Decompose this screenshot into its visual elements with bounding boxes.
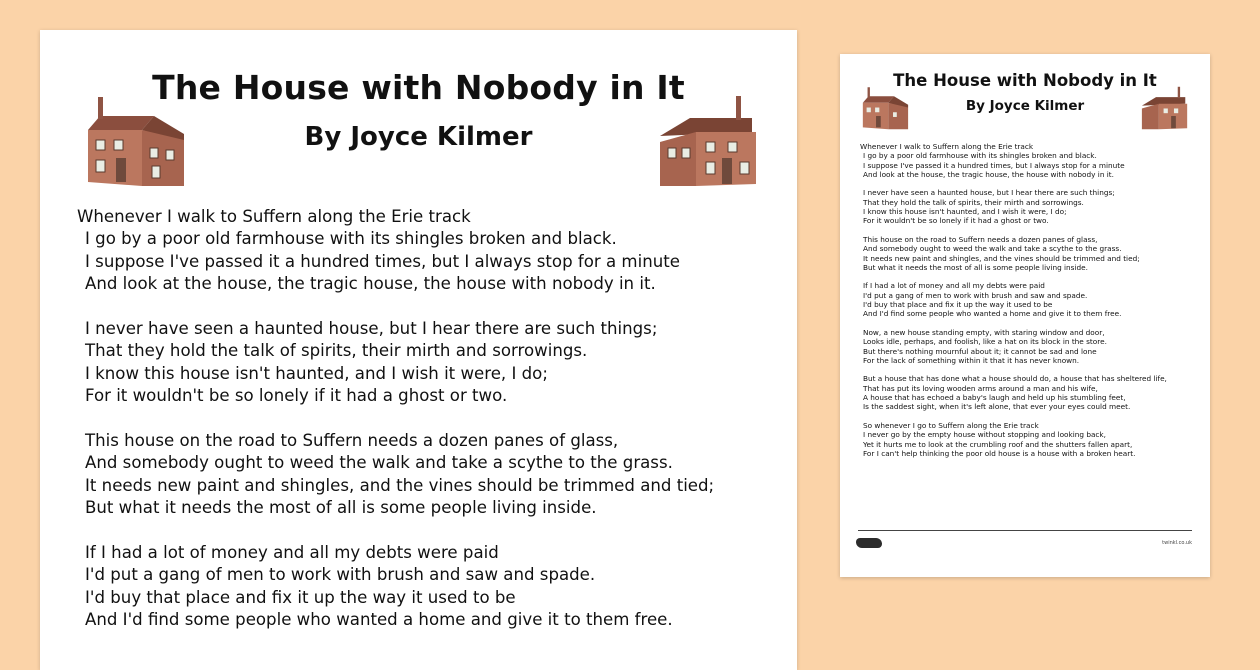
poem-line: If I had a lot of money and all my debts were paid (85, 543, 499, 563)
poem-line: But what it needs the most of all is some people living inside. (85, 498, 597, 518)
poem-line: I'd put a gang of men to work with brush and saw and spade. (85, 565, 596, 585)
poem-line: It needs new paint and shingles, and the vines should be trimmed and tied; (85, 475, 715, 495)
stanza (77, 430, 767, 520)
poem-line: Whenever I walk to Suffern along the Erie track (860, 142, 1034, 151)
poem-author: By Joyce Kilmer (304, 122, 533, 152)
stanza (77, 318, 767, 408)
poem-line: But what it needs the most of all is some people living inside. (863, 262, 1088, 272)
poem-line: And somebody ought to weed the walk and take a scythe to the grass. (863, 244, 1122, 254)
poem-line: For I can't help thinking the poor old house is a house with a broken heart. (863, 448, 1136, 458)
stanza (77, 206, 767, 296)
poem-line: And I'd find some people who wanted a home and give it to them free. (85, 610, 673, 630)
poem-line: I know this house isn't haunted, and I wish it were, I do; (863, 207, 1067, 217)
poem-line: That has put its loving wooden arms around a man and his wife, (863, 383, 1098, 393)
poem-line: I never go by the empty house without stopping and looking back, (863, 430, 1106, 440)
stanza (77, 542, 767, 632)
poem-line: So whenever I go to Suffern along the Erie track (863, 420, 1039, 430)
poem-title: The House with Nobody in It (152, 68, 685, 107)
poem-line: I go by a poor old farmhouse with its shingles broken and black. (85, 229, 617, 249)
poem-line: If I had a lot of money and all my debts were paid (863, 281, 1045, 291)
poem-line: I know this house isn't haunted, and I wish it were, I do; (85, 363, 548, 383)
poem-line: For it wouldn't be so lonely if it had a ghost or two. (863, 216, 1049, 226)
stanza (860, 328, 1190, 365)
poem-line: Now, a new house standing empty, with staring window and door, (863, 327, 1105, 337)
poem-line: For the lack of something within it that it has never known. (863, 355, 1080, 365)
poem-line: I'd buy that place and fix it up the way it used to be (85, 587, 516, 607)
poem-line: But a house that has done what a house should do, a house that has sheltered life, (863, 374, 1167, 384)
poem-line: A house that has echoed a baby's laugh and held up his stumbling feet, (863, 393, 1126, 403)
stanza (860, 374, 1190, 411)
poem-line: I never have seen a haunted house, but I hear there are such things; (863, 188, 1115, 198)
stanza (860, 421, 1190, 458)
poem-line: It needs new paint and shingles, and the vines should be trimmed and tied; (863, 253, 1140, 263)
poem-line: And somebody ought to weed the walk and take a scythe to the grass. (85, 453, 673, 473)
poem-title: The House with Nobody in It (893, 71, 1157, 90)
poem-body (860, 142, 1190, 467)
poem-line: That they hold the talk of spirits, their mirth and sorrowings. (863, 197, 1084, 207)
stanza (860, 142, 1190, 179)
poem-line: Yet it hurts me to look at the crumbling roof and the shutters fallen apart, (863, 439, 1133, 449)
poem-line: I go by a poor old farmhouse with its shingles broken and black. (863, 151, 1097, 161)
poem-line: For it wouldn't be so lonely if it had a ghost or two. (85, 386, 508, 406)
stanza (860, 188, 1190, 225)
poem-line: And I'd find some people who wanted a home and give it to them free. (863, 309, 1122, 319)
document-page-thumbnail (840, 54, 1210, 577)
poem-line: Is the saddest sight, when it's left alone, that ever your eyes could meet. (863, 402, 1131, 412)
house-illustration-icon (656, 92, 762, 190)
poem-line: Looks idle, perhaps, and foolish, like a hat on its block in the store. (863, 337, 1107, 347)
poem-line: I never have seen a haunted house, but I hear there are such things; (85, 319, 658, 339)
poem-body (77, 206, 767, 654)
poem-author: By Joyce Kilmer (965, 98, 1085, 114)
footer-divider (858, 530, 1192, 531)
poem-line: And look at the house, the tragic house, the house with nobody in it. (85, 274, 656, 294)
poem-line: I'd put a gang of men to work with brush and saw and spade. (863, 290, 1088, 300)
poem-line: That they hold the talk of spirits, their mirth and sorrowings. (85, 341, 588, 361)
stanza (860, 281, 1190, 318)
twinkl-logo-icon (856, 538, 882, 548)
poem-line: I suppose I've passed it a hundred times, but I always stop for a minute (85, 251, 680, 271)
poem-line: I'd buy that place and fix it up the way it used to be (863, 300, 1053, 310)
poem-line: I suppose I've passed it a hundred times, but I always stop for a minute (863, 160, 1125, 170)
house-illustration-icon (860, 84, 910, 132)
house-illustration-icon (82, 92, 188, 190)
footer-url: twinkl.co.uk (1162, 540, 1192, 546)
stanza (860, 235, 1190, 272)
poem-line: Whenever I walk to Suffern along the Erie track (77, 207, 471, 226)
poem-line: And look at the house, the tragic house, the house with nobody in it. (863, 169, 1114, 179)
poem-line: This house on the road to Suffern needs a dozen panes of glass, (863, 234, 1098, 244)
document-page-large (40, 30, 797, 670)
house-illustration-icon (1140, 84, 1190, 132)
poem-line: But there's nothing mournful about it; it cannot be sad and lone (863, 346, 1097, 356)
poem-line: This house on the road to Suffern needs a dozen panes of glass, (85, 431, 619, 451)
